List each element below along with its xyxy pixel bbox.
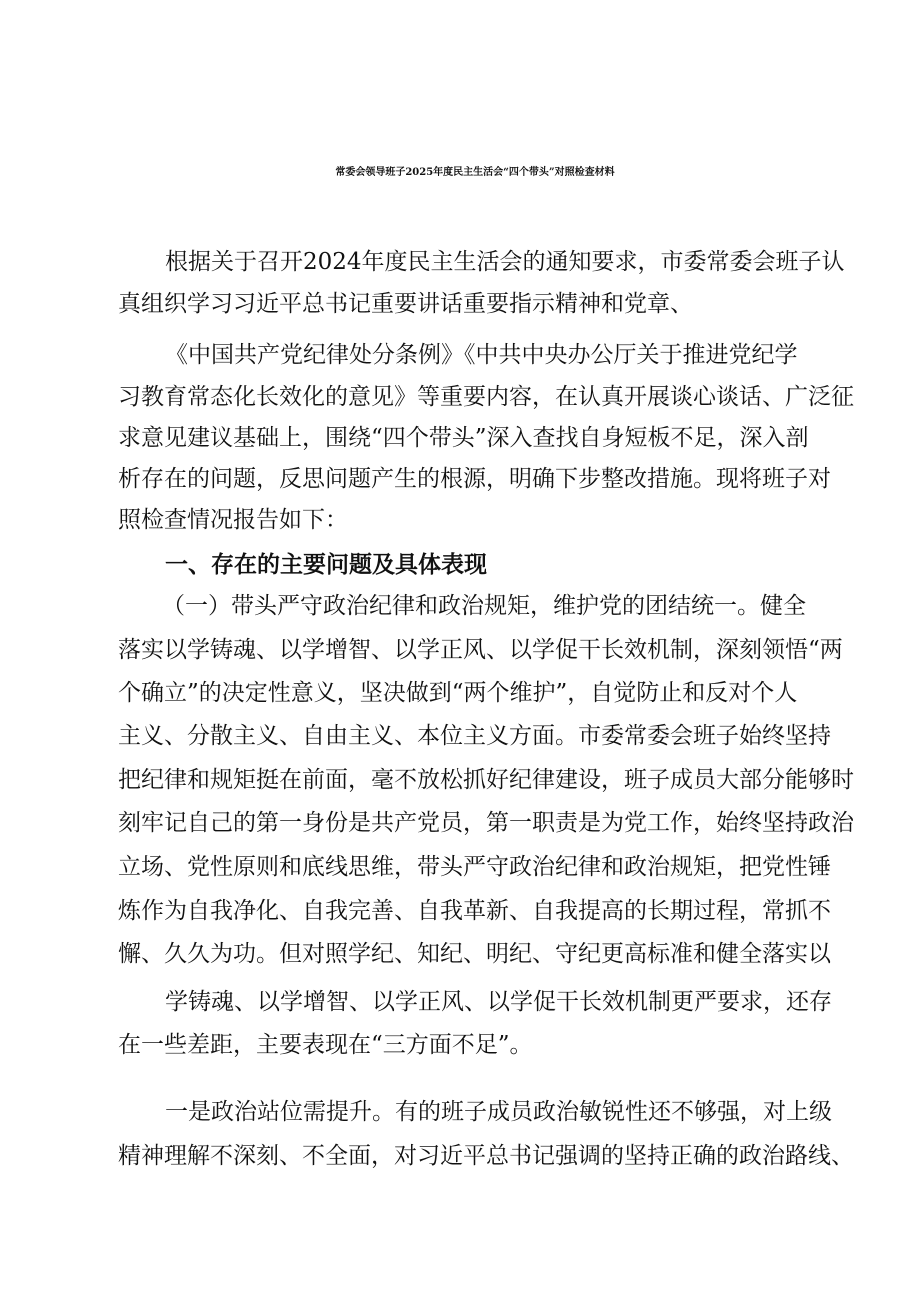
paragraph-line: 立场、党性原则和底线思维，带头严守政治纪律和政治规矩，把党性锤 [118, 854, 831, 880]
section-heading: 一、存在的主要问题及具体表现 [165, 551, 487, 578]
paragraph-line: 个确立”的决定性意义，坚决做到“两个维护”，自觉防止和反对个人 [118, 680, 798, 706]
document-title: 常委会领导班子2025年度民主生活会“四个带头”对照检查材料 [335, 167, 615, 178]
paragraph-line: 炼作为自我净化、自我完善、自我革新、自我提高的长期过程，常抓不 [118, 898, 831, 924]
paragraph-line: 习教育常态化长效化的意见》等重要内容，在认真开展谈心谈话、广泛征 [118, 384, 854, 410]
paragraph-line: 把纪律和规矩挺在前面，毫不放松抓好纪律建设，班子成员大部分能够时 [118, 767, 854, 793]
paragraph-line: 照检查情况报告如下： [118, 507, 348, 533]
paragraph-line: 根据关于召开2024年度民主生活会的通知要求，市委常委会班子认 [165, 249, 845, 275]
paragraph-line: 在一些差距，主要表现在“三方面不足”。 [118, 1032, 533, 1058]
paragraph-line: 析存在的问题，反思问题产生的根源，明确下步整改措施。现将班子对 [118, 466, 831, 492]
paragraph-line: 精神理解不深刻、不全面，对习近平总书记强调的坚持正确的政治路线、 [118, 1143, 854, 1169]
paragraph-line: 求意见建议基础上，围绕“四个带头”深入查找自身短板不足，深入剖 [118, 425, 809, 451]
paragraph-line: 《中国共产党纪律处分条例》《中共中央办公厅关于推进党纪学 [165, 342, 798, 368]
paragraph-line: 一是政治站位需提升。有的班子成员政治敏锐性还不够强，对上级 [165, 1099, 832, 1125]
paragraph-line: 主义、分散主义、自由主义、本位主义方面。市委常委会班子始终坚持 [118, 723, 831, 749]
paragraph-line: 落实以学铸魂、以学增智、以学正风、以学促干长效机制，深刻领悟“两 [118, 637, 843, 663]
paragraph-line: （一）带头严守政治纪律和政治规矩，维护党的团结统一。健全 [162, 593, 806, 619]
paragraph-line: 真组织学习习近平总书记重要讲话重要指示精神和党章、 [118, 291, 693, 317]
paragraph-line: 懈、久久为功。但对照学纪、知纪、明纪、守纪更高标准和健全落实以 [118, 941, 831, 967]
paragraph-line: 学铸魂、以学增智、以学正风、以学促干长效机制更严要求，还存 [165, 989, 832, 1015]
paragraph-line: 刻牢记自己的第一身份是共产党员，第一职责是为党工作，始终坚持政治 [118, 810, 854, 836]
